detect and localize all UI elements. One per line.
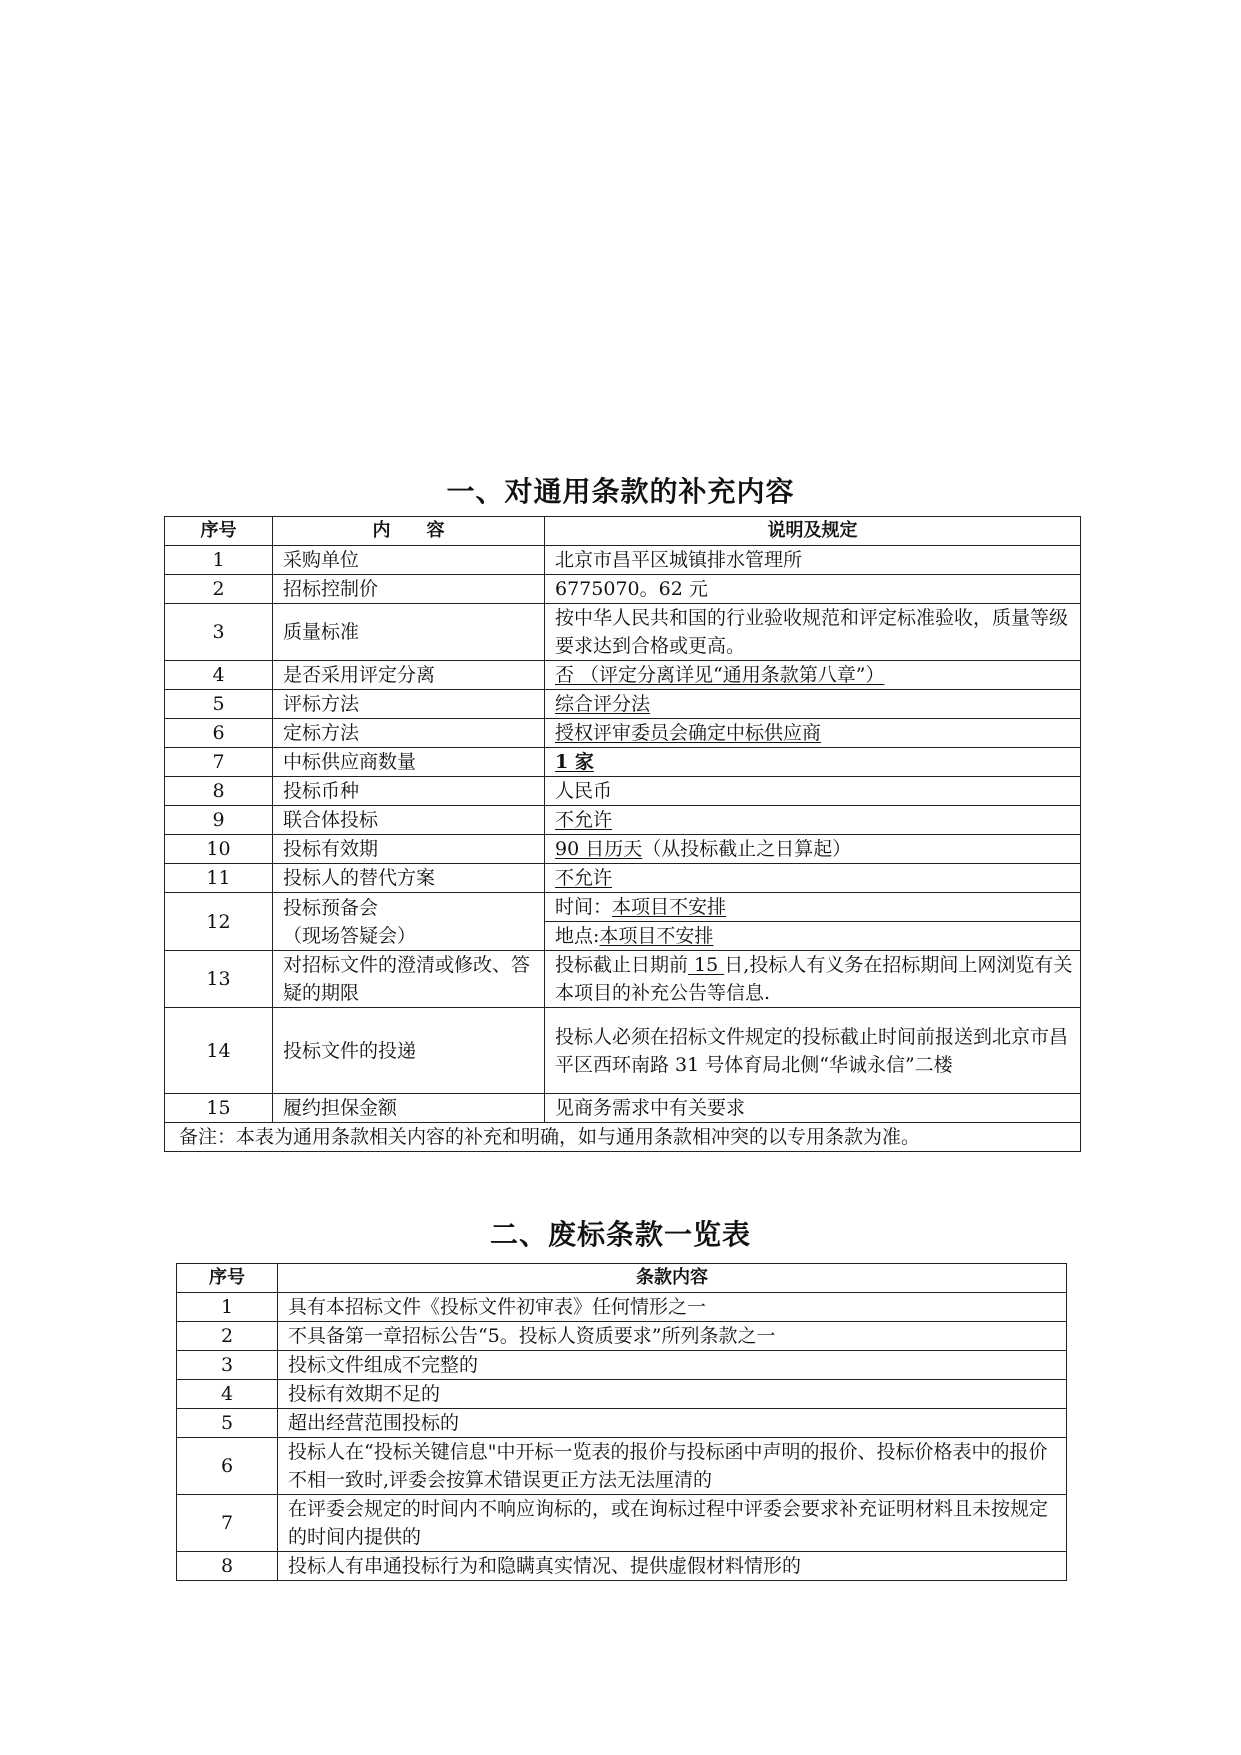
header-no: 序号 — [165, 517, 273, 546]
row-text: 投标人有串通投标行为和隐瞒真实情况、提供虚假材料情形的 — [278, 1552, 1067, 1581]
table-row — [165, 893, 1081, 922]
table-row — [165, 777, 1081, 806]
row-item: 投标有效期 — [273, 835, 545, 864]
supplement-table — [164, 516, 1081, 1152]
row-item: 招标控制价 — [273, 575, 545, 604]
row-no: 7 — [177, 1495, 278, 1552]
table-row — [165, 1094, 1081, 1123]
row-no: 13 — [165, 951, 273, 1008]
row-no: 5 — [165, 690, 273, 719]
rejection-clauses-table — [176, 1263, 1067, 1581]
row-no: 2 — [177, 1322, 278, 1351]
row-desc: 北京市昌平区城镇排水管理所 — [545, 546, 1081, 575]
row-item: 投标文件的投递 — [273, 1008, 545, 1094]
table-note: 备注：本表为通用条款相关内容的补充和明确，如与通用条款相冲突的以专用条款为准。 — [165, 1123, 1081, 1152]
row-desc-text: 不允许 — [555, 809, 613, 831]
row-desc-text: 授权评审委员会确定中标供应商 — [555, 722, 822, 744]
row-no: 5 — [177, 1409, 278, 1438]
header-no: 序号 — [177, 1264, 278, 1293]
row-no: 3 — [177, 1351, 278, 1380]
table-row — [165, 719, 1081, 748]
row-desc: 6775070。62 元 — [545, 575, 1081, 604]
row-text: 具有本招标文件《投标文件初审表》任何情形之一 — [278, 1293, 1067, 1322]
row-desc-days: 15 — [688, 954, 725, 976]
table-row — [165, 604, 1081, 661]
time-value: 本项目不安排 — [612, 896, 727, 918]
table-row — [177, 1495, 1067, 1552]
row-desc: 见商务需求中有关要求 — [545, 1094, 1081, 1123]
row-no: 14 — [165, 1008, 273, 1094]
row-item: 投标人的替代方案 — [273, 864, 545, 893]
header-content: 内 容 — [273, 517, 545, 546]
row-desc-text: 不允许 — [555, 867, 613, 889]
row-no: 11 — [165, 864, 273, 893]
row-desc — [545, 748, 1081, 777]
table-row — [177, 1322, 1067, 1351]
row-no: 6 — [165, 719, 273, 748]
row-text: 不具备第一章招标公告“5。投标人资质要求”所列条款之一 — [278, 1322, 1067, 1351]
table-row — [177, 1409, 1067, 1438]
row-desc — [545, 835, 1081, 864]
table-row — [165, 806, 1081, 835]
row-text: 投标人在“投标关键信息"中开标一览表的报价与投标函中声明的报价、投标价格表中的报价不相一致时,评委会按算术错误更正方法无法厘清的 — [278, 1438, 1067, 1495]
row-desc — [545, 806, 1081, 835]
row-item-line1: 投标预备会 — [283, 896, 379, 919]
row-desc-rest: （从投标截止之日算起） — [642, 838, 852, 860]
table-header-row — [165, 517, 1081, 546]
table-row — [165, 1008, 1081, 1094]
row-no: 4 — [165, 661, 273, 690]
table-row — [165, 864, 1081, 893]
row-no: 1 — [165, 546, 273, 575]
row-desc: 人民币 — [545, 777, 1081, 806]
row-no: 12 — [165, 893, 273, 951]
row-desc — [545, 951, 1081, 1008]
row-desc-post: 日,投标人有义务在招标期间上网浏览有关本项目的补充公告等信息. — [555, 954, 1073, 1004]
row-item: 定标方法 — [273, 719, 545, 748]
table-row — [165, 748, 1081, 777]
row-item: 质量标准 — [273, 604, 545, 661]
time-label: 时间： — [555, 896, 613, 918]
row-desc-pre: 投标截止日期前 — [555, 954, 689, 976]
row-desc-underlined: 90 日历天 — [555, 838, 643, 860]
row-desc — [545, 719, 1081, 748]
table-row — [165, 661, 1081, 690]
row-desc-place — [545, 922, 1081, 951]
row-item: 履约担保金额 — [273, 1094, 545, 1123]
table-row — [165, 575, 1081, 604]
row-desc — [545, 661, 1081, 690]
row-text: 投标有效期不足的 — [278, 1380, 1067, 1409]
row-no: 8 — [177, 1552, 278, 1581]
table-header-row — [177, 1264, 1067, 1293]
section2-title: 二、废标条款一览表 — [489, 1218, 751, 1251]
header-description: 说明及规定 — [545, 517, 1081, 546]
row-desc: 按中华人民共和国的行业验收规范和评定标准验收，质量等级要求达到合格或更高。 — [545, 604, 1081, 661]
table-row — [165, 835, 1081, 864]
table-row — [165, 690, 1081, 719]
row-item-line2: （现场答疑会） — [283, 924, 417, 947]
row-no: 1 — [177, 1293, 278, 1322]
row-item: 采购单位 — [273, 546, 545, 575]
row-text: 超出经营范围投标的 — [278, 1409, 1067, 1438]
row-no: 4 — [177, 1380, 278, 1409]
row-desc: 投标人必须在招标文件规定的投标截止时间前报送到北京市昌平区西环南路 31 号体育局北侧“华诚永信”二楼 — [545, 1008, 1081, 1094]
row-item — [273, 893, 545, 951]
section1-title: 一、对通用条款的补充内容 — [446, 475, 795, 508]
row-no: 3 — [165, 604, 273, 661]
row-item: 中标供应商数量 — [273, 748, 545, 777]
row-desc-text: 综合评分法 — [555, 693, 651, 715]
row-desc-time — [545, 893, 1081, 922]
table-row — [177, 1552, 1067, 1581]
row-item: 联合体投标 — [273, 806, 545, 835]
place-label: 地点: — [555, 925, 600, 947]
row-item: 对招标文件的澄清或修改、答疑的期限 — [273, 951, 545, 1008]
row-no: 7 — [165, 748, 273, 777]
row-no: 10 — [165, 835, 273, 864]
row-desc — [545, 864, 1081, 893]
row-text: 在评委会规定的时间内不响应询标的，或在询标过程中评委会要求补充证明材料且未按规定的时间内提供的 — [278, 1495, 1067, 1552]
table-note-row — [165, 1123, 1081, 1152]
row-no: 6 — [177, 1438, 278, 1495]
table-row — [165, 951, 1081, 1008]
row-item: 是否采用评定分离 — [273, 661, 545, 690]
row-item: 评标方法 — [273, 690, 545, 719]
row-desc-text: 1 家 — [555, 751, 594, 773]
row-no: 8 — [165, 777, 273, 806]
row-no: 2 — [165, 575, 273, 604]
row-no: 15 — [165, 1094, 273, 1123]
row-desc-text: 否 （评定分离详见“通用条款第八章”） — [555, 664, 885, 686]
table-row — [177, 1293, 1067, 1322]
row-text: 投标文件组成不完整的 — [278, 1351, 1067, 1380]
table-row — [177, 1380, 1067, 1409]
row-desc — [545, 690, 1081, 719]
table-row — [177, 1351, 1067, 1380]
header-clause: 条款内容 — [278, 1264, 1067, 1293]
table-row — [165, 546, 1081, 575]
row-item: 投标币种 — [273, 777, 545, 806]
table-row — [177, 1438, 1067, 1495]
place-value: 本项目不安排 — [599, 925, 714, 947]
row-no: 9 — [165, 806, 273, 835]
